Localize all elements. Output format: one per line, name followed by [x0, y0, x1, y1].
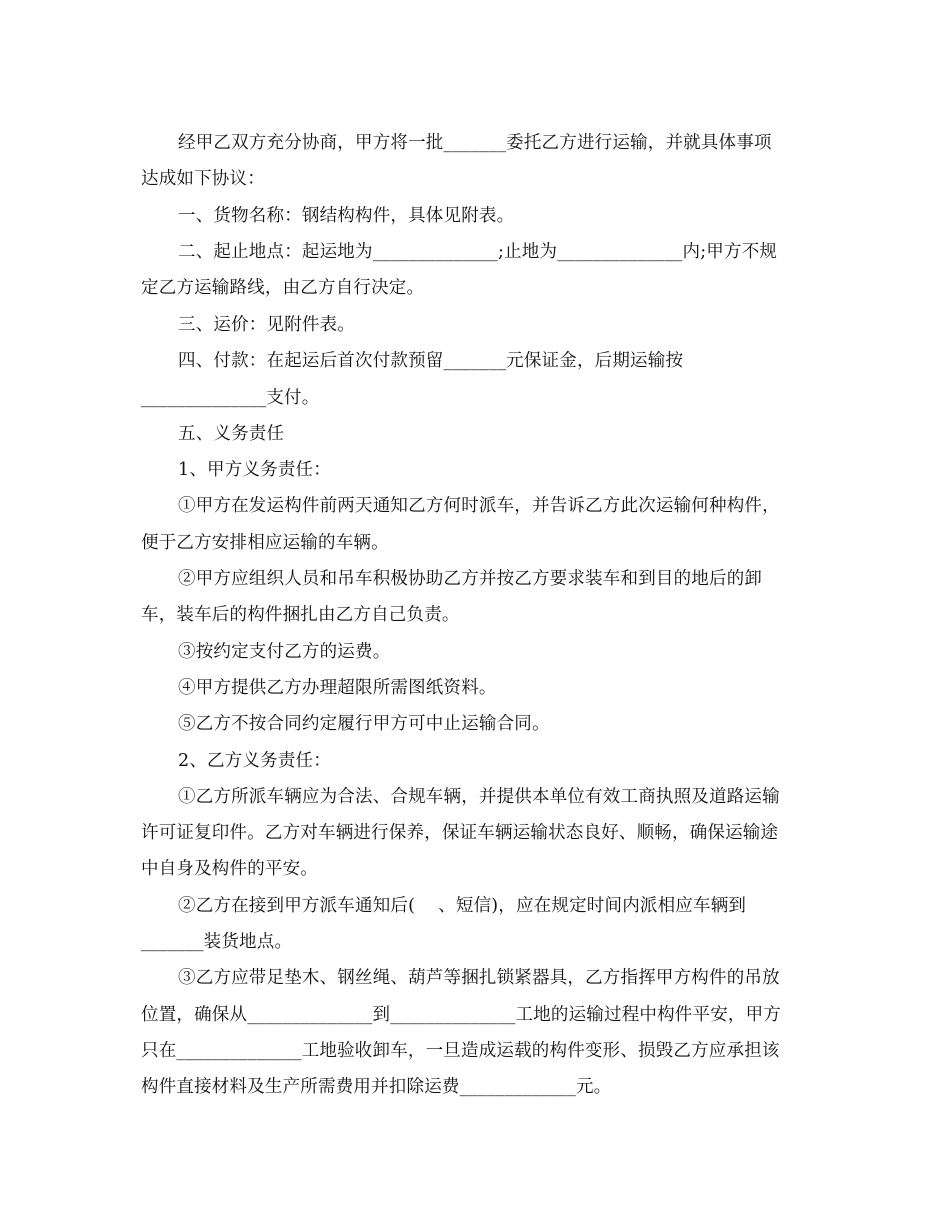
para-intro-line-2: 达成如下协议： — [141, 169, 265, 189]
party-a-item-5: ⑤乙方不按合同约定履行甲方可中止运输合同。 — [178, 714, 550, 734]
party-b-item-1-line-1: ①乙方所派车辆应为合法、合规车辆，并提供本单位有效工商执照及道路运输 — [178, 787, 780, 807]
party-a-item-3: ③按约定支付乙方的运费。 — [178, 642, 391, 662]
clause-locations-line-1: 二、起止地点：起运地为______________;止地为______________内;甲方不规 — [178, 242, 778, 262]
party-b-item-2-line-1: ②乙方在接到甲方派车通知后( 、短信)，应在规定时间内派相应车辆到 — [178, 896, 747, 916]
party-a-item-2-line-2: 车，装车后的构件捆扎由乙方自己负责。 — [141, 605, 460, 625]
party-b-item-3-line-1: ③乙方应带足垫木、钢丝绳、葫芦等捆扎锁紧器具，乙方指挥甲方构件的吊放 — [178, 968, 780, 988]
clause-locations-line-2: 定乙方运输路线，由乙方自行决定。 — [141, 278, 425, 298]
section-obligations-heading: 五、义务责任 — [178, 424, 285, 444]
party-b-item-1-line-3: 中自身及构件的平安。 — [141, 859, 318, 879]
clause-payment-line-2: ______________支付。 — [141, 388, 320, 408]
clause-goods-name: 一、货物名称：钢结构构件，具体见附表。 — [178, 206, 515, 226]
party-a-item-1-line-2: 便于乙方安排相应运输的车辆。 — [141, 533, 389, 553]
party-b-item-3-line-2: 位置，确保从______________到______________工地的运输过程中构件平安，甲方 — [141, 1005, 781, 1025]
party-b-item-3-line-3: 只在______________工地验收卸车，一旦造成运载的构件变形、损毁乙方应承担该 — [141, 1041, 780, 1061]
party-b-item-1-line-2: 许可证复印件。乙方对车辆进行保养，保证车辆运输状态良好、顺畅，确保运输途 — [141, 823, 779, 843]
party-b-item-2-line-2: _______装货地点。 — [141, 932, 293, 952]
party-a-item-4: ④甲方提供乙方办理超限所需图纸资料。 — [178, 678, 497, 698]
party-a-item-2-line-1: ②甲方应组织人员和吊车积极协助乙方并按乙方要求装车和到目的地后的卸 — [178, 569, 763, 589]
party-a-heading: 1、甲方义务责任： — [178, 460, 331, 480]
clause-payment-line-1: 四、付款：在起运后首次付款预留_______元保证金，后期运输按 — [178, 351, 684, 371]
para-intro-line-1: 经甲乙双方充分协商，甲方将一批_______委托乙方进行运输，并就具体事项 — [178, 133, 772, 153]
clause-price: 三、运价：见附件表。 — [178, 315, 355, 335]
party-a-item-1-line-1: ①甲方在发运构件前两天通知乙方何时派车，并告诉乙方此次运输何种构件， — [178, 496, 780, 516]
party-b-heading: 2、乙方义务责任： — [178, 751, 331, 771]
party-b-item-3-line-4: 构件直接材料及生产所需费用并扣除运费_____________元。 — [141, 1077, 612, 1097]
